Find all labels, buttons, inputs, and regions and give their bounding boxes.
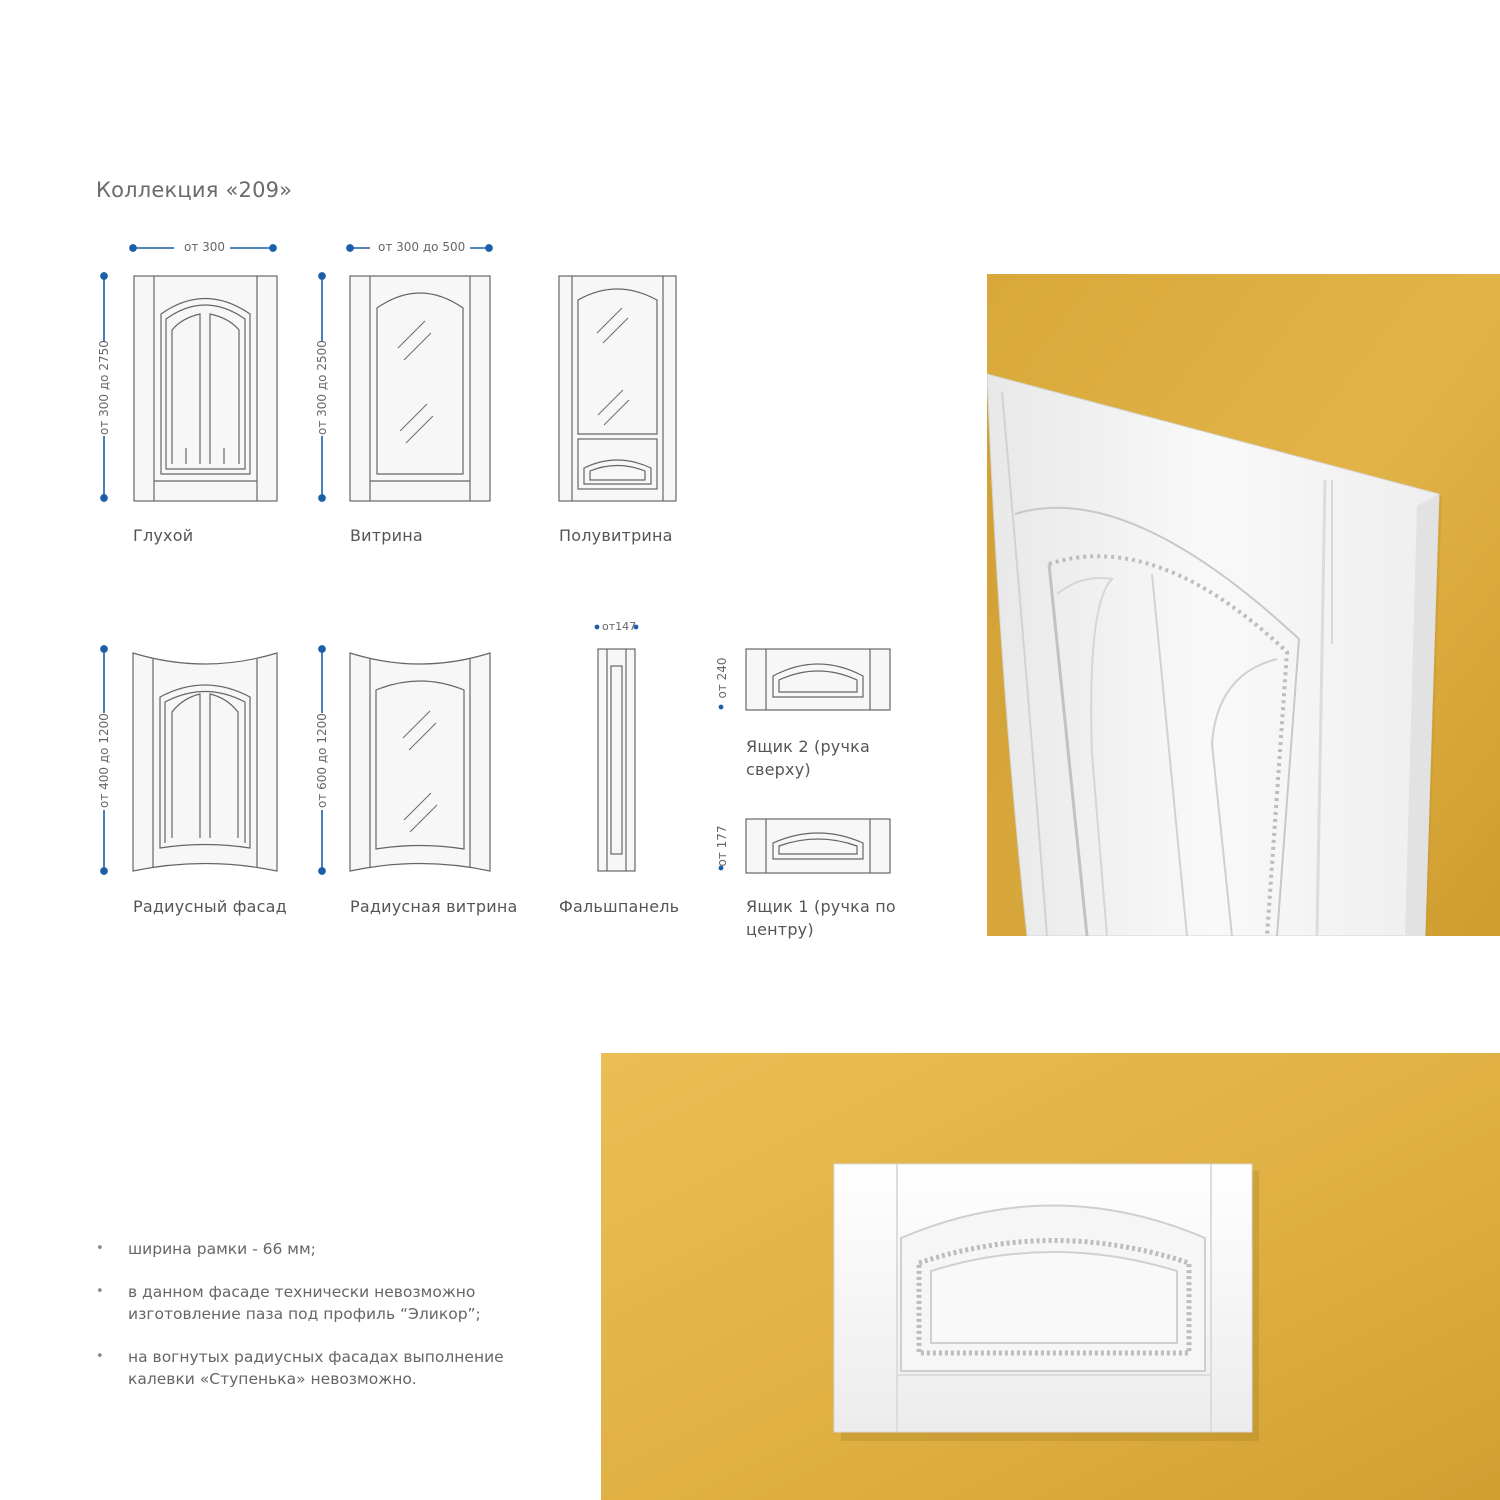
gluhoy-width-dim: от 300 (184, 240, 226, 254)
vitrina-height-dim: от 300 до 2500 (315, 340, 329, 435)
label-falshpanel: Фальшпанель (559, 897, 680, 916)
note-item: • ширина рамки - 66 мм; (96, 1238, 556, 1260)
drawer-closeup-photo (601, 1053, 1500, 1500)
page-title: Коллекция «209» (96, 178, 293, 202)
label-poluvitrina: Полувитрина (559, 526, 673, 545)
gluhoy-height-dim: от 300 до 2750 (97, 340, 111, 435)
label-vitrina: Витрина (350, 526, 423, 545)
yashchik-2-height-dim: от 240 (715, 657, 729, 699)
label-gluhoy: Глухой (133, 526, 194, 545)
facade-radius-fasad-drawing (133, 653, 277, 871)
note-item: • в данном фасаде технически невозможно изготовление паза под профиль “Эликор”; (96, 1281, 556, 1325)
facade-falshpanel-drawing (598, 649, 635, 871)
falshpanel-width-dim: от147 (602, 620, 637, 633)
yashchik-1-height-dim: от 177 (715, 825, 729, 867)
label-yashchik-1: Ящик 1 (ручка по центру) (746, 897, 896, 939)
radius-fasad-height-dim: от 400 до 1200 (97, 713, 111, 808)
facade-yashchik-1-drawing (746, 819, 890, 873)
radius-vitrina-height-dim: от 600 до 1200 (315, 713, 329, 808)
facade-yashchik-2-drawing (746, 649, 890, 710)
label-yashchik-2: Ящик 2 (ручка сверху) (746, 737, 870, 779)
note-item: • на вогнутых радиусных фасадах выполнение калевки «Ступенька» невозможно. (96, 1346, 556, 1390)
facade-vitrina-drawing (350, 276, 490, 501)
facade-poluvitrina-drawing (559, 276, 676, 501)
label-radius-vitrina: Радиусная витрина (350, 897, 518, 916)
notes-list (96, 1238, 556, 1411)
vitrina-width-dim: от 300 до 500 (378, 240, 466, 254)
facade-radius-vitrina-drawing (350, 653, 490, 871)
label-radius-fasad: Радиусный фасад (133, 897, 287, 916)
facade-gluhoy-drawing (134, 276, 277, 501)
facade-closeup-photo (987, 274, 1500, 936)
